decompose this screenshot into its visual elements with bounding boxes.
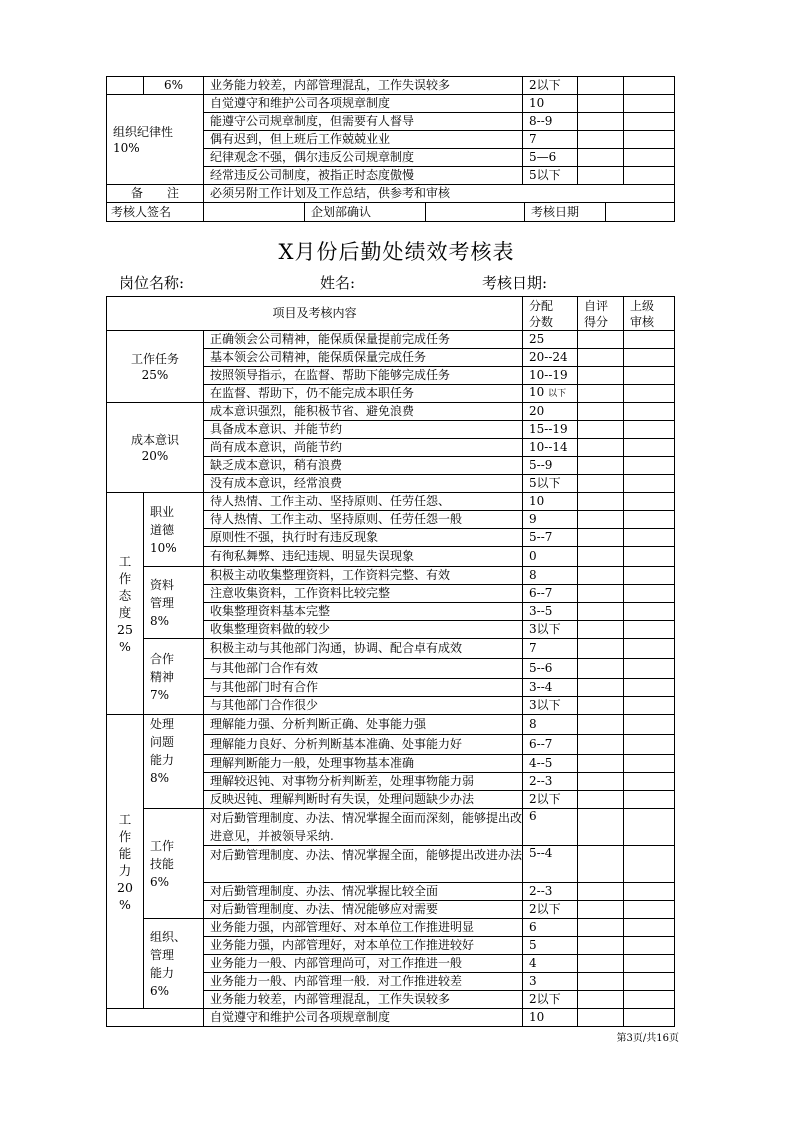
criteria-desc: 待人热情、工作主动、坚持原则、任劳任怨一般 bbox=[204, 511, 523, 529]
self-score-cell[interactable] bbox=[578, 113, 624, 131]
score-range: 2以下 bbox=[523, 77, 578, 95]
supervisor-score-cell[interactable] bbox=[624, 715, 675, 735]
self-score-cell[interactable] bbox=[578, 457, 624, 475]
supervisor-score-cell[interactable] bbox=[624, 883, 675, 901]
self-score-cell[interactable] bbox=[578, 991, 624, 1009]
score-range: 6--7 bbox=[523, 735, 578, 755]
vchar: 25 bbox=[117, 621, 133, 637]
criteria-desc: 原则性不强，执行时有违反现象 bbox=[204, 529, 523, 547]
score-range: 20 bbox=[523, 403, 578, 421]
supervisor-score-cell[interactable] bbox=[624, 77, 675, 95]
self-score-cell[interactable] bbox=[578, 547, 624, 567]
discipline-category bbox=[107, 95, 204, 185]
header-row bbox=[107, 297, 675, 331]
vchar: % bbox=[119, 638, 131, 654]
score-range: 2--3 bbox=[523, 883, 578, 901]
criteria-desc: 反映迟钝、理解判断时有失误，处理问题缺少办法 bbox=[204, 791, 523, 809]
score-range: 8 bbox=[523, 715, 578, 735]
self-score-cell[interactable] bbox=[578, 331, 624, 349]
score-range: 6 bbox=[523, 919, 578, 937]
self-score-cell[interactable] bbox=[578, 773, 624, 791]
criteria-desc: 积极主动与其他部门沟通，协调、配合卓有成效 bbox=[204, 639, 523, 659]
supervisor-score-cell[interactable] bbox=[624, 511, 675, 529]
score-range: 6--7 bbox=[523, 585, 578, 603]
ability-category bbox=[107, 715, 144, 1009]
criteria-desc: 有徇私舞弊、违纪违规、明显失误现象 bbox=[204, 547, 523, 567]
category-name: 工作任务 bbox=[130, 351, 179, 366]
supervisor-score-cell[interactable] bbox=[624, 493, 675, 511]
subcat-line: 工作 bbox=[150, 838, 175, 853]
remarks-row bbox=[107, 185, 675, 203]
self-score-cell[interactable] bbox=[578, 697, 624, 715]
criteria-desc: 理解判断能力一般，处理事物基本准确 bbox=[204, 755, 523, 773]
header-sup-line2: 审核 bbox=[630, 314, 655, 329]
supervisor-score-cell[interactable] bbox=[624, 937, 675, 955]
subcat-line: 组织、 bbox=[150, 929, 187, 944]
supervisor-score-cell[interactable] bbox=[624, 131, 675, 149]
table-row bbox=[107, 403, 675, 421]
criteria-desc: 业务能力一般、内部管理尚可，对工作推进一般 bbox=[204, 955, 523, 973]
remarks-label: 备 注 bbox=[107, 185, 204, 203]
subcat-line: 10% bbox=[150, 540, 177, 555]
criteria-desc: 正确领会公司精神，能保质保量提前完成任务 bbox=[204, 331, 523, 349]
criteria-desc: 与其他部门合作有效 bbox=[204, 659, 523, 679]
vchar: 力 bbox=[118, 862, 132, 878]
cost-category bbox=[107, 403, 204, 493]
supervisor-score-cell[interactable] bbox=[624, 331, 675, 349]
self-score-cell[interactable] bbox=[578, 349, 624, 367]
criteria-desc: 具备成本意识、并能节约 bbox=[204, 421, 523, 439]
skill-subcategory bbox=[144, 809, 204, 919]
supervisor-score-cell[interactable] bbox=[624, 385, 675, 403]
supervisor-score-cell[interactable] bbox=[624, 735, 675, 755]
supervisor-score-cell[interactable] bbox=[624, 457, 675, 475]
subcat-line: 精神 bbox=[150, 669, 175, 684]
ethics-subcategory bbox=[144, 493, 204, 567]
criteria-desc: 纪律观念不强，偶尔违反公司规章制度 bbox=[204, 149, 523, 167]
score-range: 15--19 bbox=[523, 421, 578, 439]
vchar: 作 bbox=[118, 828, 132, 844]
header-supervisor bbox=[624, 297, 675, 331]
score-range: 7 bbox=[523, 131, 578, 149]
subcat-line: 职业 bbox=[150, 504, 175, 519]
reviewer-signature-label: 考核人签名 bbox=[107, 203, 204, 222]
position-name-label: 岗位名称: bbox=[119, 274, 185, 292]
records-subcategory bbox=[144, 567, 204, 639]
criteria-desc: 收集整理资料做的较少 bbox=[204, 621, 523, 639]
score-range: 5 bbox=[523, 937, 578, 955]
criteria-desc: 自觉遵守和维护公司各项规章制度 bbox=[204, 1009, 523, 1027]
reviewer-signature-field[interactable] bbox=[204, 203, 305, 221]
score-range: 25 bbox=[523, 331, 578, 349]
management-subcategory bbox=[144, 919, 204, 1009]
employee-name-label: 姓名: bbox=[320, 274, 356, 292]
attitude-category bbox=[107, 493, 144, 715]
category-name: 成本意识 bbox=[130, 432, 179, 447]
score-range: 20--24 bbox=[523, 349, 578, 367]
subcat-line: 技能 bbox=[150, 856, 175, 871]
blank-category-cell bbox=[107, 1009, 204, 1027]
self-score-cell[interactable] bbox=[578, 639, 624, 659]
self-score-cell[interactable] bbox=[578, 755, 624, 773]
self-score-cell[interactable] bbox=[578, 529, 624, 547]
criteria-desc: 与其他部门时有合作 bbox=[204, 679, 523, 697]
score-range: 10--14 bbox=[523, 439, 578, 457]
category-weight: 20% bbox=[141, 448, 169, 463]
self-score-cell[interactable] bbox=[578, 846, 624, 883]
supervisor-score-cell[interactable] bbox=[624, 679, 675, 697]
header-sup-line1: 上级 bbox=[630, 298, 655, 313]
supervisor-score-cell[interactable] bbox=[624, 167, 675, 185]
self-score-cell[interactable] bbox=[578, 901, 624, 919]
subcat-line: 6% bbox=[150, 874, 170, 889]
criteria-desc: 业务能力一般、内部管理一般．对工作推进较差 bbox=[204, 973, 523, 991]
header-score-line1: 分配 bbox=[529, 298, 554, 313]
vchar: % bbox=[119, 896, 131, 912]
category-weight: 25% bbox=[141, 367, 169, 382]
self-score-cell[interactable] bbox=[578, 77, 624, 95]
criteria-desc: 成本意识强烈，能积极节省、避免浪费 bbox=[204, 403, 523, 421]
self-score-cell[interactable] bbox=[578, 511, 624, 529]
criteria-desc: 基本领会公司精神，能保质保量完成任务 bbox=[204, 349, 523, 367]
supervisor-score-cell[interactable] bbox=[624, 547, 675, 567]
self-score-cell[interactable] bbox=[578, 567, 624, 585]
score-range: 5--6 bbox=[523, 659, 578, 679]
score-range: 7 bbox=[523, 639, 578, 659]
score-range: 0 bbox=[523, 547, 578, 567]
header-self-line2: 得分 bbox=[584, 314, 609, 329]
score-range: 5--7 bbox=[523, 529, 578, 547]
criteria-desc: 理解较迟钝、对事物分析判断差，处理事物能力弱 bbox=[204, 773, 523, 791]
vchar: 20 bbox=[117, 879, 133, 895]
criteria-desc: 业务能力较差，内部管理混乱，工作失误较多 bbox=[204, 991, 523, 1009]
criteria-desc: 按照领导指示，在监督、帮助下能够完成任务 bbox=[204, 367, 523, 385]
score-suffix: 以下 bbox=[548, 389, 567, 399]
self-score-cell[interactable] bbox=[578, 955, 624, 973]
supervisor-score-cell[interactable] bbox=[624, 367, 675, 385]
planning-dept-field[interactable] bbox=[426, 203, 525, 221]
self-score-cell[interactable] bbox=[578, 385, 624, 403]
supervisor-score-cell[interactable] bbox=[624, 773, 675, 791]
criteria-desc: 业务能力较差，内部管理混乱，工作失误较多 bbox=[204, 77, 523, 95]
supervisor-score-cell[interactable] bbox=[624, 421, 675, 439]
table-row bbox=[107, 331, 675, 349]
table-row bbox=[107, 567, 675, 585]
supervisor-score-cell[interactable] bbox=[624, 955, 675, 973]
score-range: 3 bbox=[523, 973, 578, 991]
score-range: 2以下 bbox=[523, 791, 578, 809]
previous-table-continuation bbox=[106, 76, 675, 222]
supervisor-score-cell[interactable] bbox=[624, 755, 675, 773]
header-score bbox=[523, 297, 578, 331]
supervisor-score-cell[interactable] bbox=[624, 113, 675, 131]
self-score-cell[interactable] bbox=[578, 167, 624, 185]
criteria-desc: 尚有成本意识，尚能节约 bbox=[204, 439, 523, 457]
supervisor-score-cell[interactable] bbox=[624, 919, 675, 937]
supervisor-score-cell[interactable] bbox=[624, 529, 675, 547]
subcat-line: 合作 bbox=[150, 651, 175, 666]
self-score-cell[interactable] bbox=[578, 603, 624, 621]
self-score-cell[interactable] bbox=[578, 809, 624, 846]
score-range: 10 bbox=[523, 493, 578, 511]
criteria-desc: 对后勤管理制度、办法、情况掌握全面，能够提出改进办法 bbox=[204, 846, 523, 883]
table-row bbox=[107, 493, 675, 511]
subcat-line: 7% bbox=[150, 687, 170, 702]
self-score-cell[interactable] bbox=[578, 937, 624, 955]
score-range: 4--5 bbox=[523, 755, 578, 773]
self-score-cell[interactable] bbox=[578, 679, 624, 697]
self-score-cell[interactable] bbox=[578, 585, 624, 603]
supervisor-score-cell[interactable] bbox=[624, 585, 675, 603]
score-range: 2以下 bbox=[523, 901, 578, 919]
vchar: 工 bbox=[118, 553, 132, 569]
vchar: 作 bbox=[118, 570, 132, 586]
header-self bbox=[578, 297, 624, 331]
task-category bbox=[107, 331, 204, 403]
category-weight: 10% bbox=[113, 140, 140, 155]
criteria-desc: 对后勤管理制度、办法、情况掌握全面而深刻，能够提出改进意见，并被领导采纳. bbox=[204, 809, 523, 846]
criteria-desc: 业务能力强，内部管理好、对本单位工作推进明显 bbox=[204, 919, 523, 937]
self-score-cell[interactable] bbox=[578, 403, 624, 421]
supervisor-score-cell[interactable] bbox=[624, 659, 675, 679]
subcat-line: 8% bbox=[150, 613, 170, 628]
self-score-cell[interactable] bbox=[578, 149, 624, 167]
criteria-desc: 注意收集资料，工作资料比较完整 bbox=[204, 585, 523, 603]
table-row bbox=[107, 95, 675, 113]
self-score-cell[interactable] bbox=[578, 621, 624, 639]
supervisor-score-cell[interactable] bbox=[624, 991, 675, 1009]
subcat-line: 管理 bbox=[150, 595, 175, 610]
score-range: 5--9 bbox=[523, 457, 578, 475]
score-range: 2以下 bbox=[523, 991, 578, 1009]
self-score-cell[interactable] bbox=[578, 715, 624, 735]
supervisor-score-cell[interactable] bbox=[624, 403, 675, 421]
self-score-cell[interactable] bbox=[578, 475, 624, 493]
score-range: 10 bbox=[523, 1009, 578, 1027]
planning-dept-label: 企划部确认 bbox=[305, 203, 426, 221]
criteria-desc: 缺乏成本意识，稍有浪费 bbox=[204, 457, 523, 475]
header-item: 项目及考核内容 bbox=[107, 297, 523, 331]
score-range: 4 bbox=[523, 955, 578, 973]
subcat-line: 6% bbox=[150, 983, 170, 998]
self-score-cell[interactable] bbox=[578, 421, 624, 439]
score-range: 10--19 bbox=[523, 367, 578, 385]
vchar: 工 bbox=[118, 811, 132, 827]
table-row bbox=[107, 77, 675, 95]
table-row bbox=[107, 639, 675, 659]
vchar: 态 bbox=[118, 587, 132, 603]
review-date-label: 考核日期 bbox=[525, 203, 606, 221]
score-range: 5--4 bbox=[523, 846, 578, 883]
score-range: 5以下 bbox=[523, 475, 578, 493]
supervisor-score-cell[interactable] bbox=[624, 439, 675, 457]
blank-cell bbox=[107, 77, 144, 95]
header-score-line2: 分数 bbox=[529, 314, 554, 329]
criteria-desc: 能遵守公司规章制度，但需要有人督导 bbox=[204, 113, 523, 131]
review-date-label: 考核日期: bbox=[482, 274, 548, 292]
score-range: 5—6 bbox=[523, 149, 578, 167]
self-score-cell[interactable] bbox=[578, 439, 624, 457]
self-score-cell[interactable] bbox=[578, 493, 624, 511]
supervisor-score-cell[interactable] bbox=[624, 809, 675, 846]
criteria-desc: 理解能力强、分析判断正确、处事能力强 bbox=[204, 715, 523, 735]
subcat-line: 能力 bbox=[150, 965, 175, 980]
problem-solving-subcategory bbox=[144, 715, 204, 809]
supervisor-score-cell[interactable] bbox=[624, 475, 675, 493]
score-range: 8 bbox=[523, 567, 578, 585]
score-range: 3以下 bbox=[523, 697, 578, 715]
score-range: 3--4 bbox=[523, 679, 578, 697]
supervisor-score-cell[interactable] bbox=[624, 149, 675, 167]
score-range: 10 bbox=[523, 95, 578, 113]
performance-review-table bbox=[106, 296, 675, 1027]
supervisor-score-cell[interactable] bbox=[624, 349, 675, 367]
self-score-cell[interactable] bbox=[578, 883, 624, 901]
document-title: X月份后勤处绩效考核表 bbox=[278, 240, 515, 264]
self-score-cell[interactable] bbox=[578, 735, 624, 755]
sub-weight: 6% bbox=[144, 77, 204, 95]
score-range: 9 bbox=[523, 511, 578, 529]
score-range: 8--9 bbox=[523, 113, 578, 131]
score-value: 10 bbox=[529, 385, 545, 399]
criteria-desc: 没有成本意识，经常浪费 bbox=[204, 475, 523, 493]
criteria-desc: 对后勤管理制度、办法、情况掌握比较全面 bbox=[204, 883, 523, 901]
criteria-desc: 在监督、帮助下，仍不能完成本职任务 bbox=[204, 385, 523, 403]
supervisor-score-cell[interactable] bbox=[624, 621, 675, 639]
score-range: 5以下 bbox=[523, 167, 578, 185]
score-range: 3以下 bbox=[523, 621, 578, 639]
vchar: 度 bbox=[118, 604, 132, 620]
supervisor-score-cell[interactable] bbox=[624, 639, 675, 659]
self-score-cell[interactable] bbox=[578, 95, 624, 113]
table-row bbox=[107, 919, 675, 937]
self-score-cell[interactable] bbox=[578, 973, 624, 991]
score-range bbox=[523, 385, 578, 403]
subcat-line: 问题 bbox=[150, 735, 175, 749]
supervisor-score-cell[interactable] bbox=[624, 95, 675, 113]
criteria-desc: 待人热情、工作主动、坚持原则、任劳任怨、 bbox=[204, 493, 523, 511]
criteria-desc: 经常违反公司制度，被指正时态度傲慢 bbox=[204, 167, 523, 185]
supervisor-score-cell[interactable] bbox=[624, 567, 675, 585]
score-range: 3--5 bbox=[523, 603, 578, 621]
subcat-line: 8% bbox=[150, 771, 170, 785]
header-self-line1: 自评 bbox=[584, 298, 609, 313]
table-row bbox=[107, 715, 675, 735]
supervisor-score-cell[interactable] bbox=[624, 901, 675, 919]
supervisor-score-cell[interactable] bbox=[624, 973, 675, 991]
review-date-field[interactable] bbox=[606, 203, 674, 221]
self-score-cell[interactable] bbox=[578, 131, 624, 149]
criteria-desc: 偶有迟到，但上班后工作兢兢业业 bbox=[204, 131, 523, 149]
criteria-desc: 自觉遵守和维护公司各项规章制度 bbox=[204, 95, 523, 113]
vchar: 能 bbox=[118, 845, 132, 861]
criteria-desc: 积极主动收集整理资料，工作资料完整、有效 bbox=[204, 567, 523, 585]
page-number: 第3页/共16页 bbox=[616, 1033, 679, 1044]
category-name: 组织纪律性 bbox=[113, 124, 174, 139]
self-score-cell[interactable] bbox=[578, 1009, 624, 1027]
score-range: 6 bbox=[523, 809, 578, 846]
signature-row bbox=[107, 203, 675, 222]
criteria-desc: 对后勤管理制度、办法、情况能够应对需要 bbox=[204, 901, 523, 919]
criteria-desc: 理解能力良好、分析判断基本准确、处事能力好 bbox=[204, 735, 523, 755]
cooperation-subcategory bbox=[144, 639, 204, 715]
subcat-line: 道德 bbox=[150, 522, 175, 537]
supervisor-score-cell[interactable] bbox=[624, 791, 675, 809]
table-row bbox=[107, 1009, 675, 1027]
supervisor-score-cell[interactable] bbox=[624, 1009, 675, 1027]
criteria-desc: 收集整理资料基本完整 bbox=[204, 603, 523, 621]
criteria-desc: 与其他部门合作很少 bbox=[204, 697, 523, 715]
supervisor-score-cell[interactable] bbox=[624, 603, 675, 621]
subcat-line: 资料 bbox=[150, 577, 175, 592]
subcat-line: 处理 bbox=[150, 717, 175, 731]
score-range: 2--3 bbox=[523, 773, 578, 791]
table-row bbox=[107, 809, 675, 846]
self-score-cell[interactable] bbox=[578, 919, 624, 937]
self-score-cell[interactable] bbox=[578, 367, 624, 385]
criteria-desc: 业务能力强，内部管理好，对本单位工作推进较好 bbox=[204, 937, 523, 955]
subcat-line: 管理 bbox=[150, 947, 175, 962]
remarks-text: 必须另附工作计划及工作总结，供参考和审核 bbox=[204, 185, 675, 203]
self-score-cell[interactable] bbox=[578, 791, 624, 809]
supervisor-score-cell[interactable] bbox=[624, 846, 675, 883]
subcat-line: 能力 bbox=[150, 753, 175, 767]
self-score-cell[interactable] bbox=[578, 659, 624, 679]
supervisor-score-cell[interactable] bbox=[624, 697, 675, 715]
